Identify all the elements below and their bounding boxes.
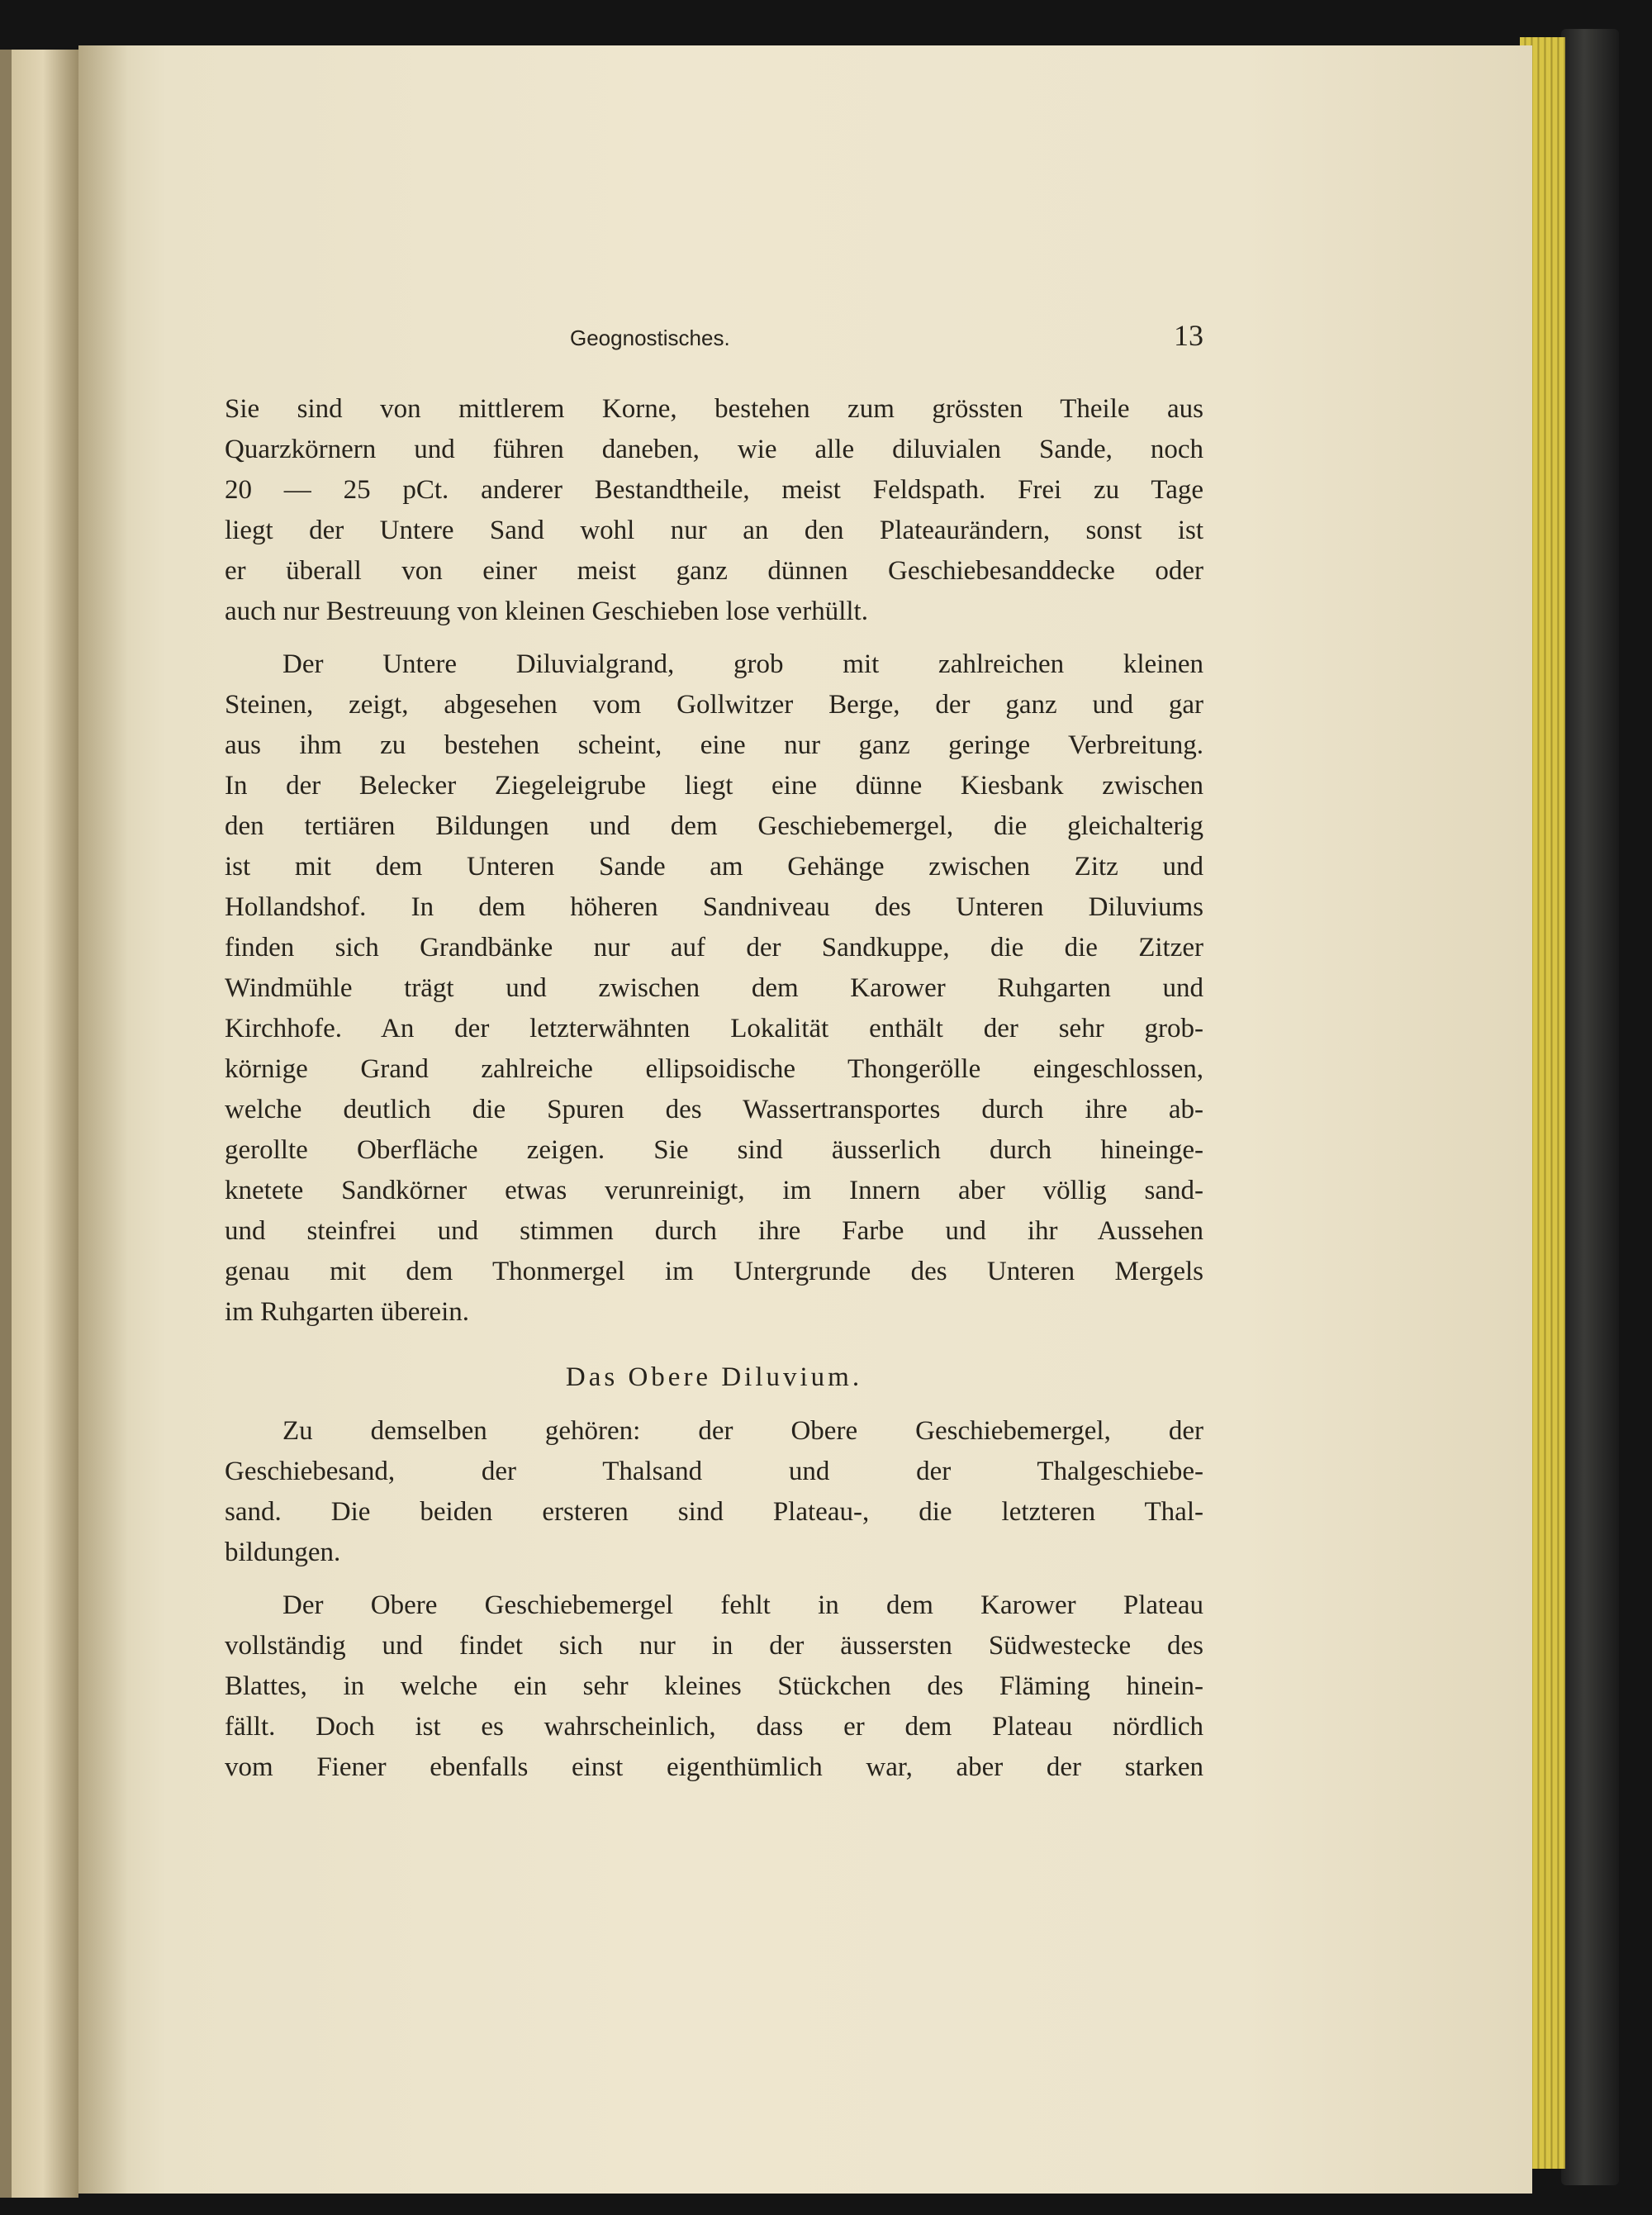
text-line: sand. Die beiden ersteren sind Plateau-, die letzteren Thal-	[225, 1497, 1203, 1527]
text-line: vollständig und findet sich nur in der äussersten Südwestecke des	[225, 1631, 1203, 1661]
book-cover	[1561, 29, 1619, 2185]
text-line: Sie sind von mittlerem Korne, bestehen zum grössten Theile aus	[225, 394, 1203, 424]
text-line: Kirchhofe. An der letzterwähnten Lokalität enthält der sehr grob-	[225, 1014, 1203, 1043]
page-text	[225, 318, 1203, 1788]
text-line: bildungen.	[225, 1538, 341, 1567]
text-line: fällt. Doch ist es wahrscheinlich, dass er dem Plateau nördlich	[225, 1712, 1203, 1742]
paragraph	[225, 1585, 1203, 1788]
text-line: Windmühle trägt und zwischen dem Karower Ruhgarten und	[225, 973, 1203, 1003]
text-line: 20 — 25 pCt. anderer Bestandtheile, meist Feldspath. Frei zu Tage	[225, 475, 1203, 505]
text-line: knetete Sandkörner etwas verunreinigt, im Innern aber völlig sand-	[225, 1176, 1203, 1205]
text-line: genau mit dem Thonmergel im Untergrunde des Unteren Mergels	[225, 1257, 1203, 1286]
running-head	[225, 318, 1203, 353]
text-line: Quarzkörnern und führen daneben, wie alle diluvialen Sande, noch	[225, 435, 1203, 464]
text-line: gerollte Oberfläche zeigen. Sie sind äusserlich durch hineinge-	[225, 1135, 1203, 1165]
facing-page	[0, 50, 78, 2198]
text-line: ist mit dem Unteren Sande am Gehänge zwischen Zitz und	[225, 852, 1203, 882]
running-title: Geognostisches.	[570, 326, 730, 350]
text-line: Der Untere Diluvialgrand, grob mit zahlreichen kleinen	[282, 649, 1203, 679]
text-line: auch nur Bestreuung von kleinen Geschieben lose verhüllt.	[225, 597, 868, 626]
text-line: liegt der Untere Sand wohl nur an den Plateaurändern, sonst ist	[225, 516, 1203, 545]
text-line: Zu demselben gehören: der Obere Geschiebemergel, der	[282, 1416, 1203, 1446]
text-line: Blattes, in welche ein sehr kleines Stückchen des Fläming hinein-	[225, 1671, 1203, 1701]
text-line: er überall von einer meist ganz dünnen Geschiebesanddecke oder	[225, 556, 1203, 586]
paragraph	[225, 644, 1203, 1333]
text-line: In der Belecker Ziegeleigrube liegt eine dünne Kiesbank zwischen	[225, 771, 1203, 801]
text-line: im Ruhgarten überein.	[225, 1297, 470, 1327]
page-gutter	[78, 45, 128, 2194]
text-line: den tertiären Bildungen und dem Geschiebemergel, die gleichalterig	[225, 811, 1203, 841]
text-line: Hollandshof. In dem höheren Sandniveau des Unteren Diluviums	[225, 892, 1203, 922]
text-line: welche deutlich die Spuren des Wassertransportes durch ihre ab-	[225, 1095, 1203, 1124]
paragraph	[225, 1411, 1203, 1573]
text-line: Der Obere Geschiebemergel fehlt in dem Karower Plateau	[282, 1590, 1203, 1620]
text-line: Geschiebesand, der Thalsand und der Thalgeschiebe-	[225, 1457, 1203, 1486]
text-line: und steinfrei und stimmen durch ihre Farbe und ihr Aussehen	[225, 1216, 1203, 1246]
section-heading: Das Obere Diluvium.	[565, 1362, 863, 1392]
text-line: aus ihm zu bestehen scheint, eine nur ganz geringe Verbreitung.	[225, 730, 1203, 760]
page-number: 13	[1174, 319, 1203, 352]
text-line: finden sich Grandbänke nur auf der Sandkuppe, die die Zitzer	[225, 933, 1203, 963]
text-line: vom Fiener ebenfalls einst eigenthümlich war, aber der starken	[225, 1752, 1203, 1782]
facing-page-edge	[0, 50, 12, 2198]
paragraph	[225, 389, 1203, 632]
text-line: körnige Grand zahlreiche ellipsoidische Thongerölle eingeschlossen,	[225, 1054, 1203, 1084]
text-line: Steinen, zeigt, abgesehen vom Gollwitzer Berge, der ganz und gar	[225, 690, 1203, 720]
